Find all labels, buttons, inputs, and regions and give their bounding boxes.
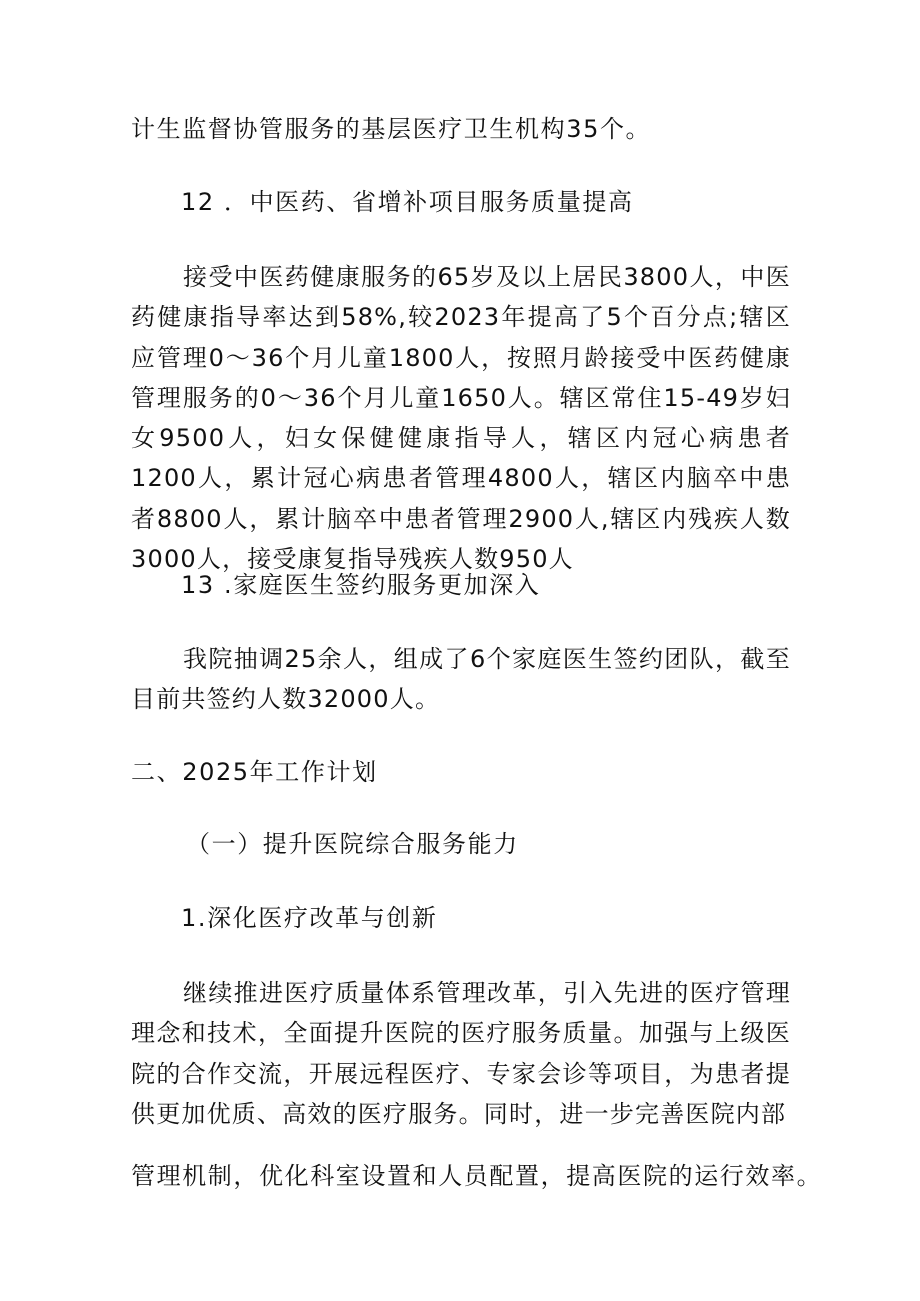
heading-12: 12 ．中医药、省增补项目服务质量提高 [181, 188, 634, 216]
paragraph-13: 我院抽调25余人，组成了6个家庭医生签约团队，截至目前共签约人数32000人。 [131, 645, 791, 714]
continued-line: 计生监督协管服务的基层医疗卫生机构35个。 [131, 115, 652, 143]
section-heading-2: 二、2025年工作计划 [131, 758, 378, 786]
last-line: 管理机制，优化科室设置和人员配置，提高医院的运行效率。 [131, 1162, 823, 1190]
item-heading-1: 1.深化医疗改革与创新 [181, 904, 438, 932]
heading-13: 13 .家庭医生签约服务更加深入 [181, 571, 541, 599]
paragraph-item-1: 继续推进医疗质量体系管理改革，引入先进的医疗管理理念和技术，全面提升医院的医疗服务质量。加强与上级医院的合作交流，开展远程医疗、专家会诊等项目，为患者提供更加优质、高效的医疗服务。同时，进一步完善医院内部 [131, 979, 791, 1128]
paragraph-12: 接受中医药健康服务的65岁及以上居民3800人，中医药健康指导率达到58%,较2023年提高了5个百分点;辖区应管理0〜36个月儿童1800人，按照月龄接受中医药健康管理服务的0〜36个月儿童1650人。辖区常住15-49岁妇女9500人，妇女保健健康指导人，辖区内冠心病患者1200人，累计冠心病患者管理4800人，辖区内脑卒中患者8800人，累计脑卒中患者管理2900人,辖区内残疾人数3000人，接受康复指导残疾人数950人 [131, 263, 791, 574]
subsection-heading-1: （一）提升医院综合服务能力 [186, 830, 519, 858]
